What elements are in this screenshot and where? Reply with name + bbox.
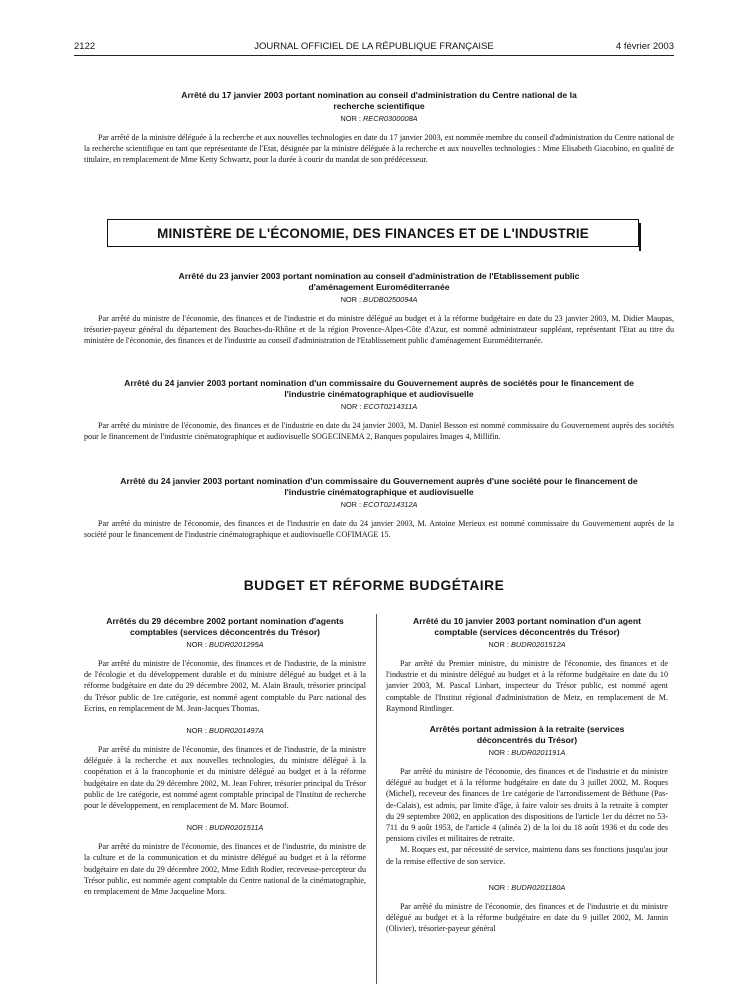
- nor-label: NOR :: [488, 882, 510, 892]
- article-title: Arrêté du 24 janvier 2003 portant nomination d'un commissaire du Gouvernement auprès d'une société pour le financement de l'industrie cinématographique et audiovisuelle: [120, 476, 638, 497]
- nor-code: ECOT0214311A: [363, 402, 418, 411]
- column-divider: [376, 614, 377, 984]
- article-body: Par arrêté de la ministre déléguée à la recherche et aux nouvelles technologies en date du 17 janvier 2003, est nommée membre du conseil d'administration du Centre national de la recherche scientifique en tant que représentante de l'Etat, désignée par la ministre déléguée à la recherche et aux nouvelles technologies : Mme Elisabeth Giacobino, en qualité de titulaire, en remplacement de Mme Ketty Schwartz, pour la durée à courir du mandat de son prédécesseur.: [84, 133, 674, 165]
- nor-code: BUDR0201180A: [511, 882, 566, 892]
- article-body: Par arrêté du ministre de l'économie, des finances et de l'industrie en date du 24 janvier 2003, M. Antoine Merieux est nommé commissaire du Gouvernement auprès de la société pour le financement de l'industrie cinématographique et audiovisuelle COFIMAGE 15.: [84, 519, 674, 540]
- article-body: Par arrêté du ministre de l'économie, des finances et de l'industrie, du ministre de la culture et de la communication et du ministre délégué au budget et à la réforme budgétaire en date du 29 décembre 2002, Mme Edith Rodier, receveuse-percepteur du Trésor public, est nommée agent comptable du Centre national de la cinématographie, en remplacement de Mme Jacqueline Mora.: [84, 842, 366, 897]
- page-number: 2122: [74, 41, 96, 52]
- nor-reference: [84, 500, 674, 510]
- article-body-continued: M. Roques est, par nécessité de service, maintenu dans ses fonctions jusqu'au jour de la remise effective de son service.: [386, 845, 668, 866]
- left-column: [84, 616, 366, 897]
- nor-label: NOR :: [186, 640, 207, 649]
- right-column: [386, 616, 668, 934]
- nor-code: RECR0300008A: [362, 114, 418, 123]
- running-header: [74, 41, 674, 56]
- article-title: Arrêté du 23 janvier 2003 portant nomination au conseil d'administration de l'Etablissement public d'aménagement Euroméditerranée: [178, 271, 580, 292]
- ministry-heading: MINISTÈRE DE L'ÉCONOMIE, DES FINANCES ET DE L'INDUSTRIE: [107, 219, 639, 247]
- article-cofimage: [84, 476, 674, 540]
- nor-code: BUDR0201295A: [208, 640, 264, 649]
- nor-code: BUDR0201497A: [208, 726, 264, 736]
- nor-reference: [386, 883, 668, 893]
- nor-reference: [386, 640, 668, 650]
- nor-code: ECOT0214312A: [363, 500, 418, 509]
- article-title: Arrêté du 17 janvier 2003 portant nomination au conseil d'administration du Centre national de la recherche scientifique: [181, 90, 577, 111]
- nor-label: NOR :: [340, 114, 361, 123]
- nor-reference: [84, 823, 366, 833]
- nor-reference: [84, 295, 674, 305]
- nor-label: NOR :: [340, 402, 362, 411]
- article-title: Arrêtés du 29 décembre 2002 portant nomination d'agents comptables (services déconcentrés du Trésor): [106, 616, 344, 637]
- article-body: Par arrêté du ministre de l'économie, des finances et de l'industrie et du ministre délégué au budget et à la réforme budgétaire en date du 3 juillet 2002, M. Roques (Michel), receveur des finances de 1re catégorie de l'arrondissement de Béthune (Pas-de-Calais), est admis, par limite d'âge, à faire valoir ses droits à la retraite à compter du 29 septembre 2002, en application des dispositions de l'article 1er du décret no 53-711 du 9 août 1953, de l'article 4 (alinéa 2) de la loi du 18 août 1936 et du code des pensions civiles et militaires de retraite.: [386, 767, 668, 844]
- nor-code: BUDB0250094A: [363, 295, 418, 304]
- article-body: Par arrêté du ministre de l'économie, des finances et de l'industrie et du ministre délégué au budget et à la réforme budgétaire en date du 23 janvier 2003, M. Didier Maupas, trésorier-payeur général du département des Bouches-du-Rhône et de la région Provence-Alpes-Côte d'Azur, est nommé administrateur suppléant, représentant l'Etat au titre du ministère de l'économie, des finances et de l'industrie au conseil d'administration de l'Etablissement public d'aménagement Euroméditerranée.: [84, 314, 674, 346]
- nor-label: NOR :: [186, 726, 207, 736]
- nor-reference: [84, 726, 366, 736]
- article-title: Arrêté du 10 janvier 2003 portant nomination d'un agent comptable (services déconcentrés du Trésor): [413, 616, 641, 637]
- article-body: Par arrêté du Premier ministre, du ministre de l'économie, des finances et de l'industrie et du ministre délégué au budget et à la réforme budgétaire en date du 10 janvier 2003, M. Pascal Linbart, inspecteur du Trésor public, est nommé agent comptable de l'Institut régional d'administration de Metz, en remplacement de M. Raymond Rintlinger.: [386, 659, 668, 713]
- nor-code: BUDR0201512A: [510, 640, 566, 649]
- issue-date: 4 février 2003: [615, 41, 674, 52]
- nor-code: BUDR0201191A: [511, 748, 566, 758]
- article-body: Par arrêté du ministre de l'économie, des finances et de l'industrie et du ministre délégué au budget et à la réforme budgétaire en date du 9 juillet 2002, M. Jannin (Olivier), trésorier-payeur général: [386, 901, 668, 934]
- article-body: Par arrêté du ministre de l'économie, des finances et de l'industrie en date du 24 janvier 2003, M. Daniel Besson est nommé commissaire du Gouvernement auprès des sociétés pour le financement de l'industrie cinématographique et audiovisuelle SOGECINEMA 2, Banques populaires Images 4, Millifin.: [84, 421, 674, 442]
- nor-label: NOR :: [186, 823, 208, 833]
- nor-code: BUDR0201511A: [209, 823, 264, 833]
- nor-label: NOR :: [488, 640, 509, 649]
- nor-reference: [84, 114, 674, 124]
- article-sogecinema: [84, 378, 674, 442]
- nor-label: NOR :: [340, 295, 362, 304]
- nor-label: NOR :: [340, 500, 362, 509]
- section-heading-budget: BUDGET ET RÉFORME BUDGÉTAIRE: [243, 578, 505, 593]
- nor-reference: [84, 402, 674, 412]
- article-body: Par arrêté du ministre de l'économie, des finances et de l'industrie, de la ministre déléguée à la recherche et aux nouvelles technologies, du ministre délégué à la coopération et à la francophonie et du ministre délégué au budget et à la réforme budgétaire en date du 29 décembre 2002, M. Jean Fohrer, trésorier principal du Trésor public de 1re catégorie, est nommé agent comptable principal de l'Institut de recherche pour le développement, en remplacement de M. Marc Bournof.: [84, 745, 366, 811]
- journal-title: JOURNAL OFFICIEL DE LA RÉPUBLIQUE FRANÇAISE: [254, 41, 494, 52]
- retirement-title: Arrêtés portant admission à la retraite (services déconcentrés du Trésor): [429, 724, 625, 746]
- nor-reference: [84, 640, 366, 650]
- nor-reference: [386, 748, 668, 758]
- article-euromediterranee: [84, 271, 674, 347]
- article-body: Par arrêté du ministre de l'économie, des finances et de l'industrie, de la ministre de l'écologie et du développement durable et du ministre délégué au budget et à la réforme budgétaire en date du 29 décembre 2002, M. Alain Brault, trésorier principal du Trésor public de 1re catégorie, est nommé agent comptable du Parc national des Ecrins, en remplacement de M. Jean-Jacques Thomas.: [84, 659, 366, 713]
- article-cnrs: [84, 90, 674, 166]
- nor-label: NOR :: [488, 748, 510, 758]
- article-title: Arrêté du 24 janvier 2003 portant nomination d'un commissaire du Gouvernement auprès de sociétés pour le financement de l'industrie cinématographique et audiovisuelle: [124, 378, 634, 399]
